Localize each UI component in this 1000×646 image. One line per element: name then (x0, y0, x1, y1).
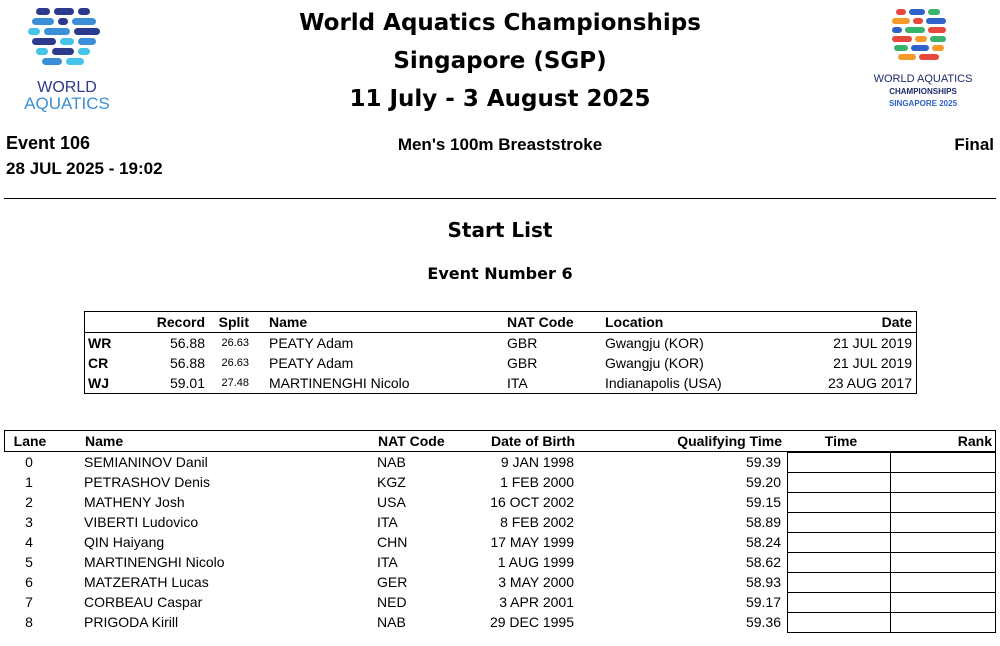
athlete-name: VIBERTI Ludovico (84, 514, 199, 530)
qualifying-time: 59.36 (745, 614, 781, 630)
athlete-dob: 3 APR 2001 (499, 594, 574, 610)
athlete-nat: ITA (377, 514, 398, 530)
lane-number: 6 (25, 574, 33, 590)
athlete-nat: NAB (377, 454, 406, 470)
athlete-nat: NAB (377, 614, 406, 630)
rank-cell (890, 592, 996, 612)
table-row (4, 532, 996, 552)
records-header-nat: NAT Code (507, 314, 574, 330)
record-location: Gwangju (KOR) (605, 335, 704, 351)
lane-number: 8 (25, 614, 33, 630)
header-lane: Lane (13, 433, 47, 449)
record-nat: GBR (507, 355, 538, 371)
time-cell (787, 532, 891, 552)
qualifying-time: 59.39 (745, 454, 781, 470)
record-holder: PEATY Adam (269, 335, 354, 351)
table-row (4, 572, 996, 592)
record-holder: MARTINENGHI Nicolo (269, 375, 410, 391)
athlete-name: MARTINENGHI Nicolo (84, 554, 225, 570)
championships-logo (852, 6, 994, 116)
header-dob: Date of Birth (491, 433, 575, 449)
athlete-dob: 1 AUG 1999 (497, 554, 574, 570)
header-nat: NAT Code (378, 433, 445, 449)
athlete-nat: ITA (377, 554, 398, 570)
athlete-name: PETRASHOV Denis (84, 474, 211, 490)
athlete-name: MATHENY Josh (84, 494, 185, 510)
time-cell (787, 472, 891, 492)
event-number-subtitle: Event Number 6 (427, 264, 573, 283)
records-header-record: Record (156, 314, 205, 330)
record-date: 23 AUG 2017 (827, 375, 912, 391)
championships-logo-mark (852, 6, 994, 116)
logo-text-world: WORLD (37, 79, 97, 96)
rank-cell (890, 532, 996, 552)
lane-number: 5 (25, 554, 33, 570)
time-cell (787, 592, 891, 612)
table-row (4, 492, 996, 512)
time-cell (787, 512, 891, 532)
record-type: WR (88, 335, 112, 351)
records-header-location: Location (605, 314, 664, 330)
athlete-dob: 8 FEB 2002 (500, 514, 574, 530)
table-row (4, 452, 996, 472)
time-cell (787, 612, 891, 633)
logo-text-world-aquatics: WORLD AQUATICS (873, 73, 973, 85)
qualifying-time: 58.62 (745, 554, 781, 570)
document-title: Start List (447, 218, 553, 242)
record-location: Gwangju (KOR) (605, 355, 704, 371)
record-split: 27.48 (221, 377, 249, 389)
athlete-name: CORBEAU Caspar (84, 594, 203, 610)
athlete-name: QIN Haiyang (84, 534, 165, 550)
lane-number: 3 (25, 514, 33, 530)
rank-cell (890, 492, 996, 512)
athlete-name: SEMIANINOV Danil (84, 454, 208, 470)
records-row (85, 333, 916, 353)
record-date: 21 JUL 2019 (833, 355, 912, 371)
rank-cell (890, 452, 996, 472)
athlete-dob: 3 MAY 2000 (498, 574, 574, 590)
championship-location: Singapore (SGP) (393, 48, 607, 74)
athlete-dob: 29 DEC 1995 (489, 614, 574, 630)
world-aquatics-logo-mark (6, 6, 128, 116)
time-cell (787, 552, 891, 572)
athlete-dob: 9 JAN 1998 (500, 454, 574, 470)
world-aquatics-logo (6, 6, 128, 116)
championship-dates: 11 July - 3 August 2025 (349, 86, 651, 112)
athlete-nat: GER (377, 574, 408, 590)
records-header-row (85, 312, 916, 333)
start-list-table (4, 430, 996, 632)
athlete-name: PRIGODA Kirill (84, 614, 179, 630)
time-cell (787, 572, 891, 592)
rank-cell (890, 512, 996, 532)
record-holder: PEATY Adam (269, 355, 354, 371)
athlete-name: MATZERATH Lucas (84, 574, 209, 590)
record-split: 26.63 (221, 337, 249, 349)
event-phase: Final (954, 135, 994, 154)
lane-number: 1 (25, 474, 33, 490)
qualifying-time: 58.24 (745, 534, 781, 550)
logo-text-aquatics: AQUATICS (24, 94, 110, 113)
rank-cell (890, 472, 996, 492)
qualifying-time: 59.20 (745, 474, 781, 490)
record-nat: ITA (507, 375, 528, 391)
table-row (4, 552, 996, 572)
record-type: CR (88, 355, 109, 371)
header-time: Time (824, 433, 858, 449)
lane-number: 4 (25, 534, 33, 550)
records-header-name: Name (269, 314, 308, 330)
event-name: Men's 100m Breaststroke (397, 135, 603, 154)
table-row (4, 592, 996, 612)
record-type: WJ (88, 375, 109, 391)
lane-number: 2 (25, 494, 33, 510)
records-row (85, 353, 916, 373)
event-datetime: 28 JUL 2025 - 19:02 (6, 159, 163, 178)
table-row (4, 472, 996, 492)
record-time: 56.88 (169, 355, 205, 371)
athlete-dob: 16 OCT 2002 (490, 494, 574, 510)
record-time: 59.01 (169, 375, 205, 391)
qualifying-time: 58.89 (745, 514, 781, 530)
table-row (4, 512, 996, 532)
athlete-nat: CHN (377, 534, 408, 550)
lane-number: 0 (25, 454, 33, 470)
athlete-dob: 1 FEB 2000 (500, 474, 574, 490)
header-divider (4, 198, 996, 199)
record-time: 56.88 (169, 335, 205, 351)
record-date: 21 JUL 2019 (833, 335, 912, 351)
header-qualifying-time: Qualifying Time (677, 433, 782, 449)
logo-text-championships: CHAMPIONSHIPS (889, 87, 957, 96)
record-split: 26.63 (221, 357, 249, 369)
start-list-header-row (4, 430, 996, 452)
records-table (84, 311, 917, 394)
qualifying-time: 59.15 (745, 494, 781, 510)
rank-cell (890, 612, 996, 633)
header-name: Name (85, 433, 124, 449)
time-cell (787, 452, 891, 472)
lane-number: 7 (25, 594, 33, 610)
logo-text-singapore: SINGAPORE 2025 (888, 99, 958, 108)
athlete-nat: USA (377, 494, 406, 510)
event-number: Event 106 (6, 133, 91, 153)
records-row (85, 373, 916, 393)
records-header-split: Split (218, 314, 249, 330)
athlete-nat: NED (377, 594, 407, 610)
record-location: Indianapolis (USA) (605, 375, 722, 391)
header-rank: Rank (957, 433, 992, 449)
rank-cell (890, 552, 996, 572)
athlete-nat: KGZ (377, 474, 406, 490)
athlete-dob: 17 MAY 1999 (490, 534, 574, 550)
qualifying-time: 58.93 (745, 574, 781, 590)
record-nat: GBR (507, 335, 538, 351)
table-row (4, 612, 996, 632)
rank-cell (890, 572, 996, 592)
records-header-date: Date (881, 314, 912, 330)
time-cell (787, 492, 891, 512)
qualifying-time: 59.17 (745, 594, 781, 610)
championship-title: World Aquatics Championships (299, 10, 701, 36)
